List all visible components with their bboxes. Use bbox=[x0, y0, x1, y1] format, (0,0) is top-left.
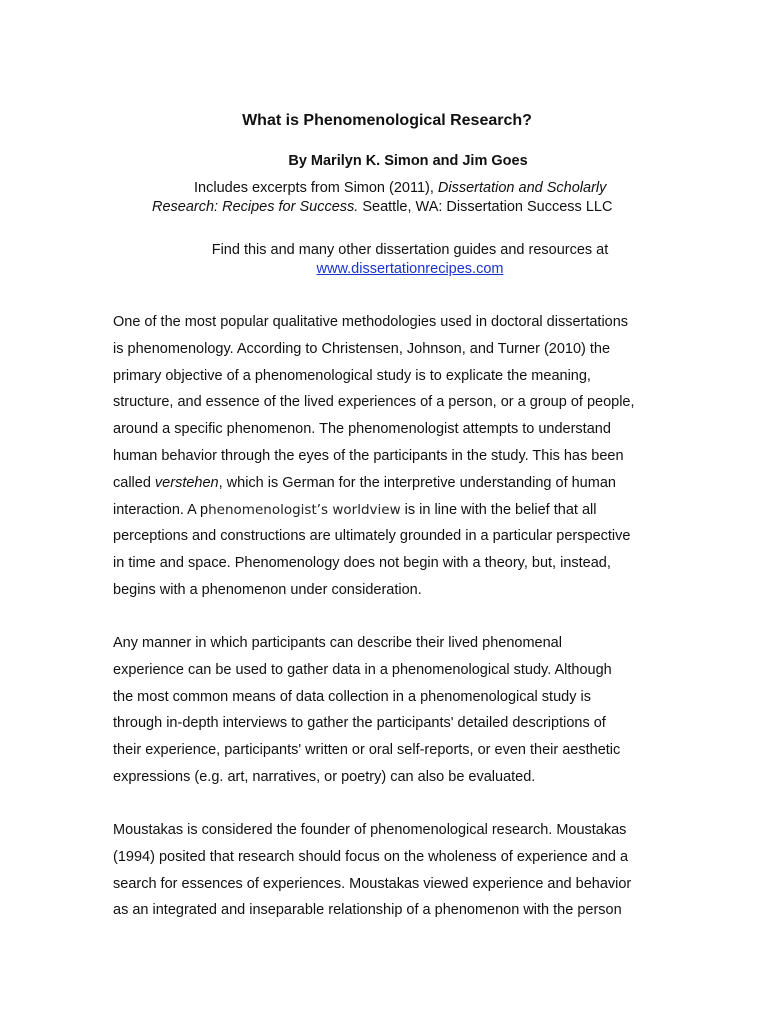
book-title-part-1: Dissertation and Scholarly bbox=[437, 180, 607, 196]
line-8-alt-font-span: henomenologist’s worldview bbox=[208, 501, 401, 518]
resources-note bbox=[180, 241, 640, 279]
paragraph-1-line: begins with a phenomenon under consideration. bbox=[113, 581, 422, 598]
paragraph-1-line bbox=[113, 470, 673, 497]
paragraph-3-line: search for essences of experiences. Moustakas viewed experience and behavior bbox=[113, 875, 632, 892]
paragraph-1-line: human behavior through the eyes of the participants in the study. This has been bbox=[113, 447, 624, 464]
line-7-suffix: , which is German for the interpretive understanding of human bbox=[218, 474, 616, 491]
paragraph-2 bbox=[113, 630, 673, 791]
paragraph-2-line: through in-depth interviews to gather the participants' detailed descriptions of bbox=[113, 715, 606, 732]
resources-link[interactable]: www.dissertationrecipes.com bbox=[316, 261, 504, 277]
paragraph-1-line: around a specific phenomenon. The phenomenologist attempts to understand bbox=[113, 421, 611, 438]
paragraph-3-line: Moustakas is considered the founder of phenomenological research. Moustakas bbox=[113, 822, 627, 838]
paragraph-2-line: Any manner in which participants can describe their lived phenomenal bbox=[113, 635, 562, 651]
paragraph-3 bbox=[113, 817, 673, 924]
line-8-suffix: is in line with the belief that all bbox=[400, 501, 597, 518]
paragraph-1-line: perceptions and constructions are ultimately grounded in a particular perspective bbox=[113, 528, 631, 545]
paragraph-1 bbox=[113, 309, 673, 604]
excerpt-line-2 bbox=[152, 198, 642, 217]
paragraph-1-line: structure, and essence of the lived experiences of a person, or a group of people, bbox=[113, 394, 635, 411]
line-8-prefix: interaction. A p bbox=[113, 501, 209, 518]
excerpt-line-1 bbox=[152, 179, 642, 198]
document-title: What is Phenomenological Research? bbox=[242, 112, 532, 129]
excerpt-prefix: Includes excerpts from Simon (2011), bbox=[194, 180, 438, 196]
paragraph-2-line: the most common means of data collection in a phenomenological study is bbox=[113, 688, 591, 705]
paragraph-1-line: One of the most popular qualitative methodologies used in doctoral dissertations bbox=[113, 314, 629, 330]
paragraph-1-line: in time and space. Phenomenology does not begin with a theory, but, instead, bbox=[113, 555, 611, 572]
paragraph-1-line: primary objective of a phenomenological study is to explicate the meaning, bbox=[113, 367, 591, 384]
excerpt-citation bbox=[152, 179, 642, 217]
paragraph-2-line: their experience, participants' written or oral self-reports, or even their aesthetic bbox=[113, 742, 621, 759]
paragraph-3-line: as an integrated and inseparable relationship of a phenomenon with the person bbox=[113, 902, 622, 919]
resources-text: Find this and many other dissertation guides and resources at bbox=[211, 242, 609, 258]
paragraph-2-line: expressions (e.g. art, narratives, or poetry) can also be evaluated. bbox=[113, 768, 536, 785]
verstehen-term: verstehen bbox=[154, 474, 219, 491]
paragraph-3-line: (1994) posited that research should focus on the wholeness of experience and a bbox=[113, 848, 629, 865]
paragraph-1-line bbox=[113, 497, 673, 524]
paragraph-2-line: experience can be used to gather data in a phenomenological study. Although bbox=[113, 661, 612, 678]
book-title-part-2: Research: Recipes for Success. bbox=[152, 199, 359, 215]
paragraph-1-line: is phenomenology. According to Christensen, Johnson, and Turner (2010) the bbox=[113, 340, 611, 357]
line-7-prefix: called bbox=[113, 474, 155, 491]
excerpt-suffix: Seattle, WA: Dissertation Success LLC bbox=[358, 199, 613, 215]
document-authors: By Marilyn K. Simon and Jim Goes bbox=[288, 153, 528, 169]
